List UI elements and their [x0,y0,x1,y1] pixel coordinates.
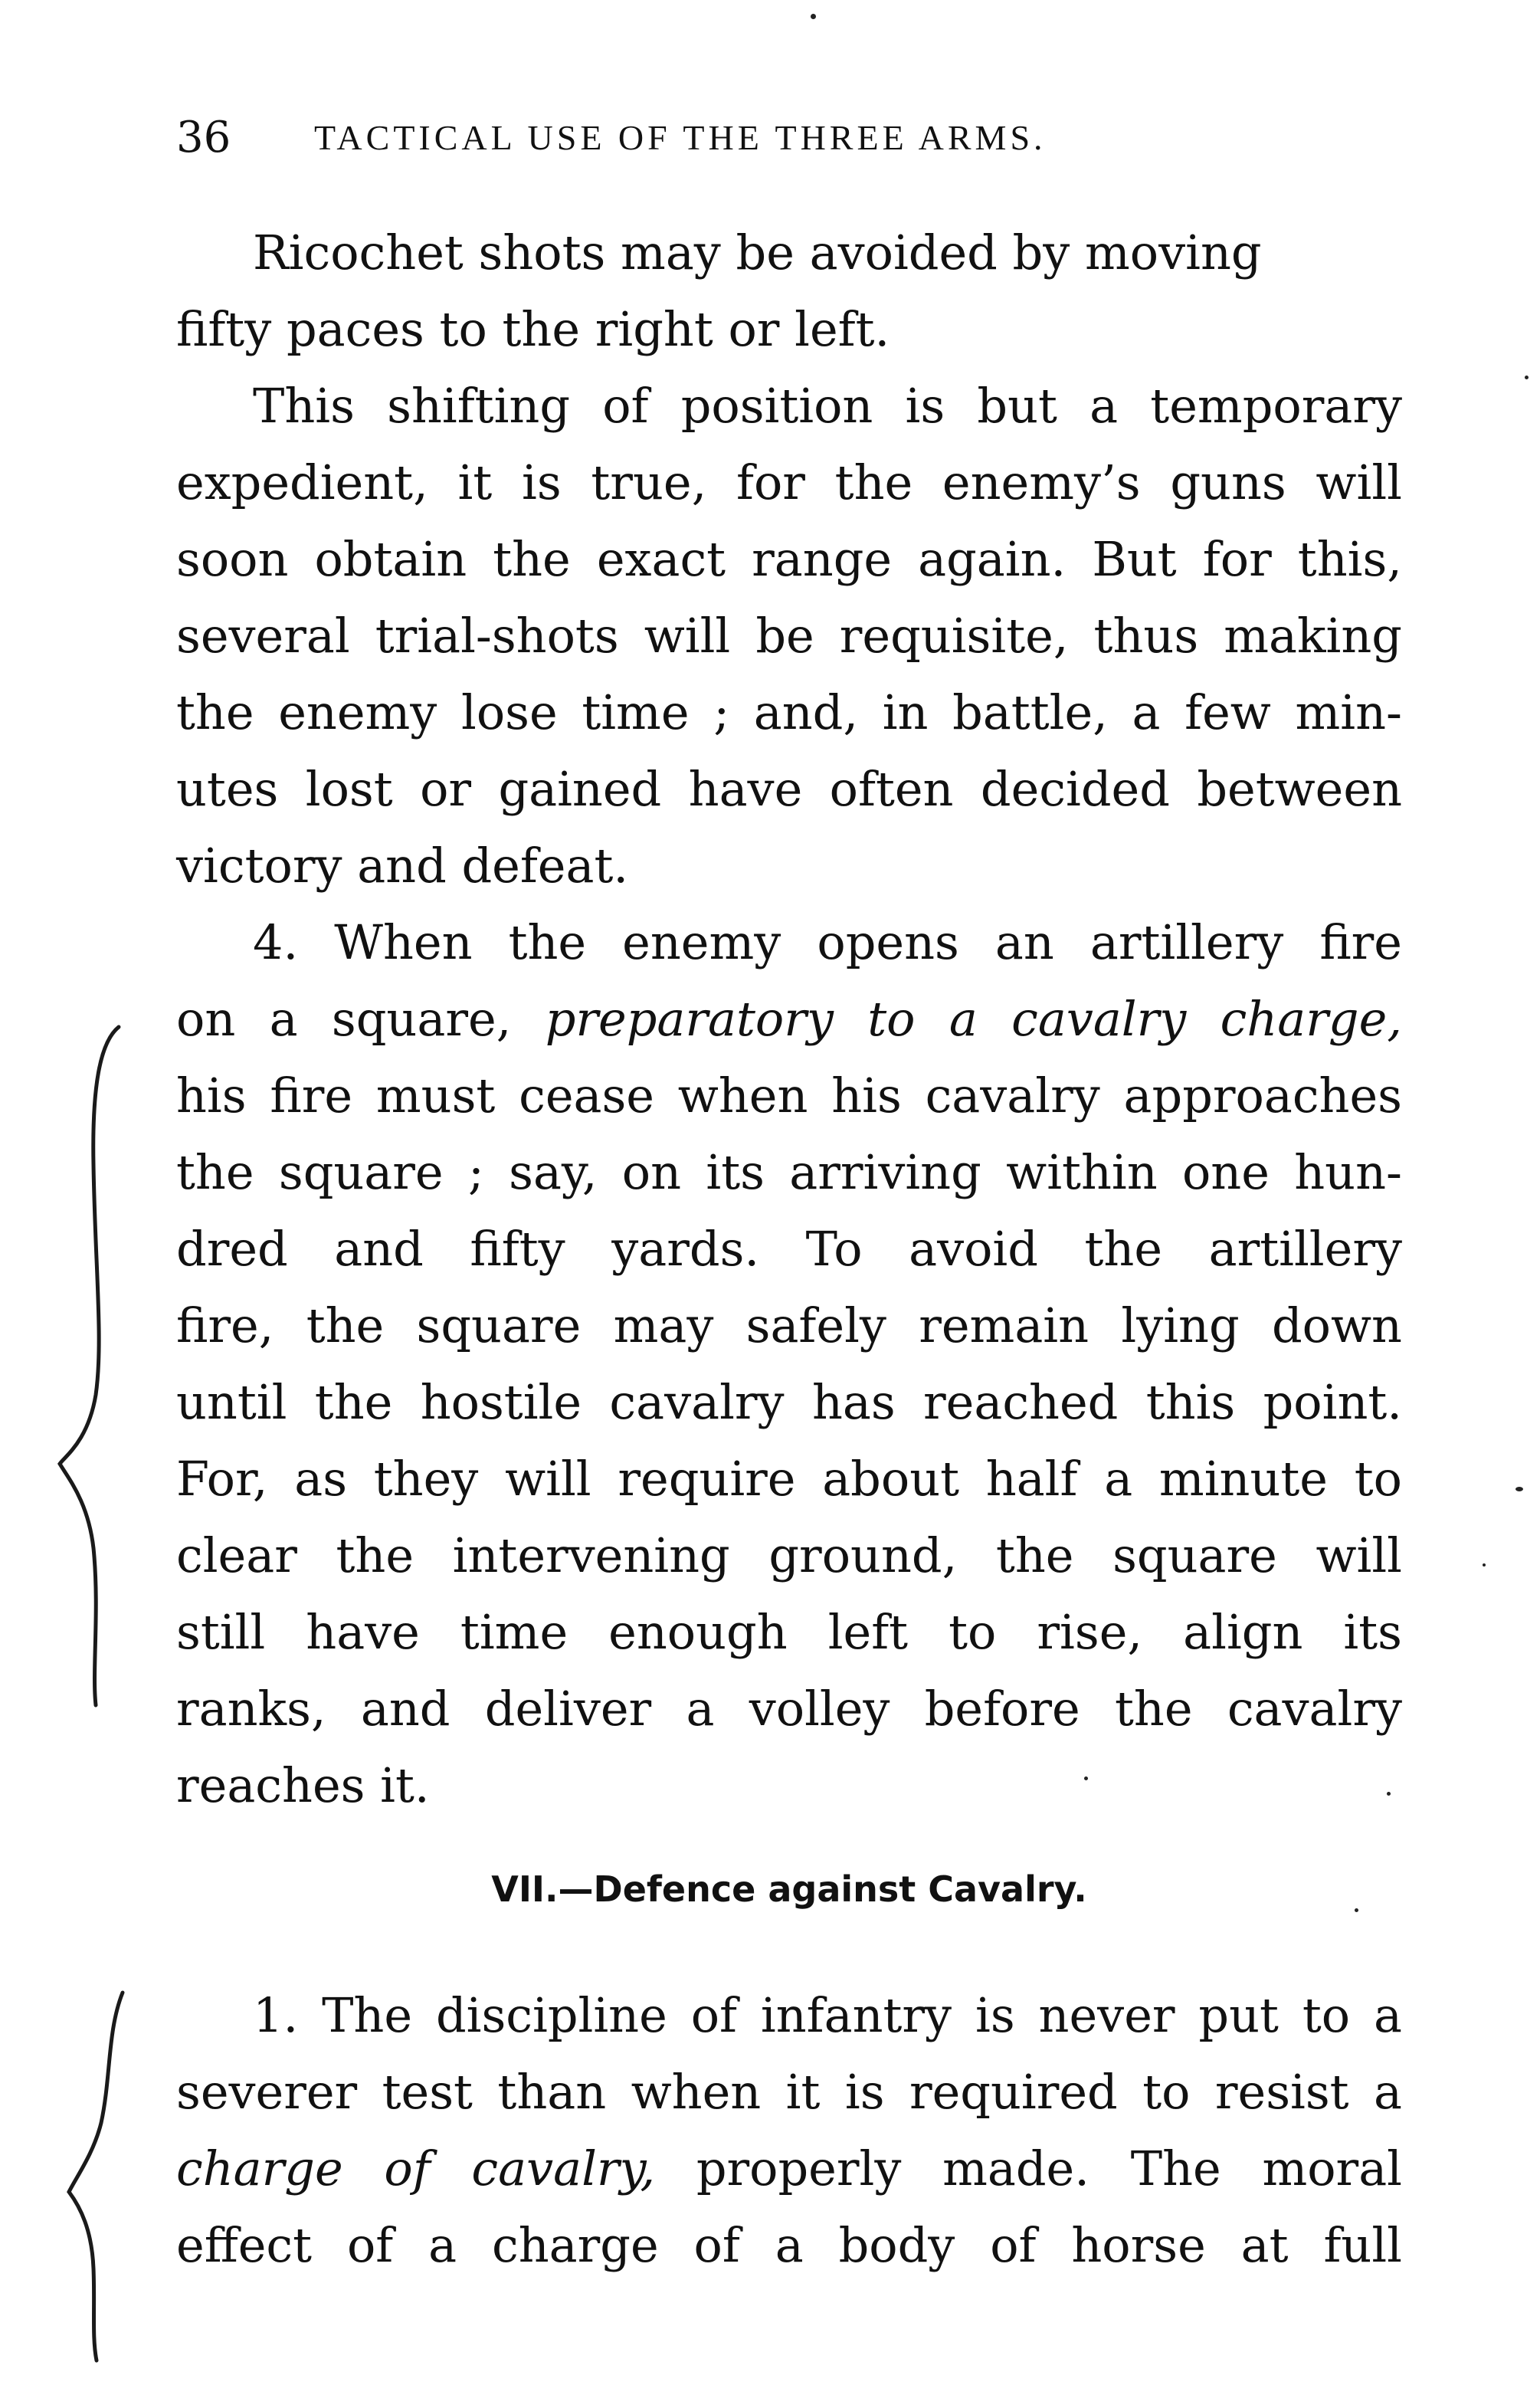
scan-speck [1355,1908,1358,1912]
section-heading: VII.—Defence against Cavalry. [491,1868,1087,1910]
text-line: soon obtain the exact range again. But for this, [176,531,1402,587]
italic-phrase: charge of cavalry, [176,2141,656,2196]
text-line: 1. The discipline of infantry is never put to a [253,1987,1402,2043]
running-title: TACTICAL USE OF THE THREE ARMS. [314,118,1047,157]
scan-speck [1084,1776,1088,1780]
text-line: several trial-shots will be requisite, thus making [176,608,1402,664]
text-line: effect of a charge of a body of horse at full [176,2217,1402,2273]
text-segment: properly made. The moral [655,2141,1402,2196]
text-line [176,981,1402,1058]
scan-speck [1525,376,1529,379]
scan-speck [1387,1792,1391,1796]
text-line: 4. When the enemy opens an artillery fire [253,914,1402,970]
scan-speck [1483,1563,1486,1567]
text-line: still have time enough left to rise, align its [176,1604,1402,1660]
text-line: fifty paces to the right or left. [176,301,890,357]
running-head [176,107,1402,169]
scan-speck [811,14,816,19]
text-line: utes lost or gained have often decided between [176,761,1402,817]
text-line: clear the intervening ground, the square will [176,1527,1402,1583]
margin-bracket-mark [46,1985,138,2368]
text-line: severer test than when it is required to resist a [176,2064,1402,2120]
text-segment: on a square, [176,991,546,1047]
text-line: until the hostile cavalry has reached this point. [176,1374,1402,1430]
text-line: victory and defeat. [176,838,629,894]
paragraph-artillery-fire [176,904,1402,1824]
text-line: For, as they will require about half a minute to [176,1451,1402,1507]
text-line [176,2131,1402,2207]
text-line: his fire must cease when his cavalry approaches [176,1068,1402,1124]
italic-phrase: preparatory to a cavalry charge, [545,991,1402,1047]
text-line: the enemy lose time ; and, in battle, a few min- [176,684,1402,740]
paragraph-discipline [176,1977,1402,2284]
text-line: fire, the square may safely remain lying down [176,1297,1402,1353]
text-line: expedient, it is true, for the enemy’s guns will [176,454,1402,510]
scan-speck [1515,1487,1523,1491]
margin-bracket-mark [46,1012,130,1717]
text-line: This shifting of position is but a temporary [253,378,1402,434]
text-line: ranks, and deliver a volley before the cavalry [176,1681,1402,1737]
page-number: 36 [176,113,231,162]
text-line: reaches it. [176,1757,430,1813]
text-line: Ricochet shots may be avoided by moving [253,225,1262,280]
text-line: dred and fifty yards. To avoid the artillery [176,1221,1402,1277]
paragraph-ricochet [176,215,1402,904]
text-line: the square ; say, on its arriving within one hun- [176,1144,1402,1200]
